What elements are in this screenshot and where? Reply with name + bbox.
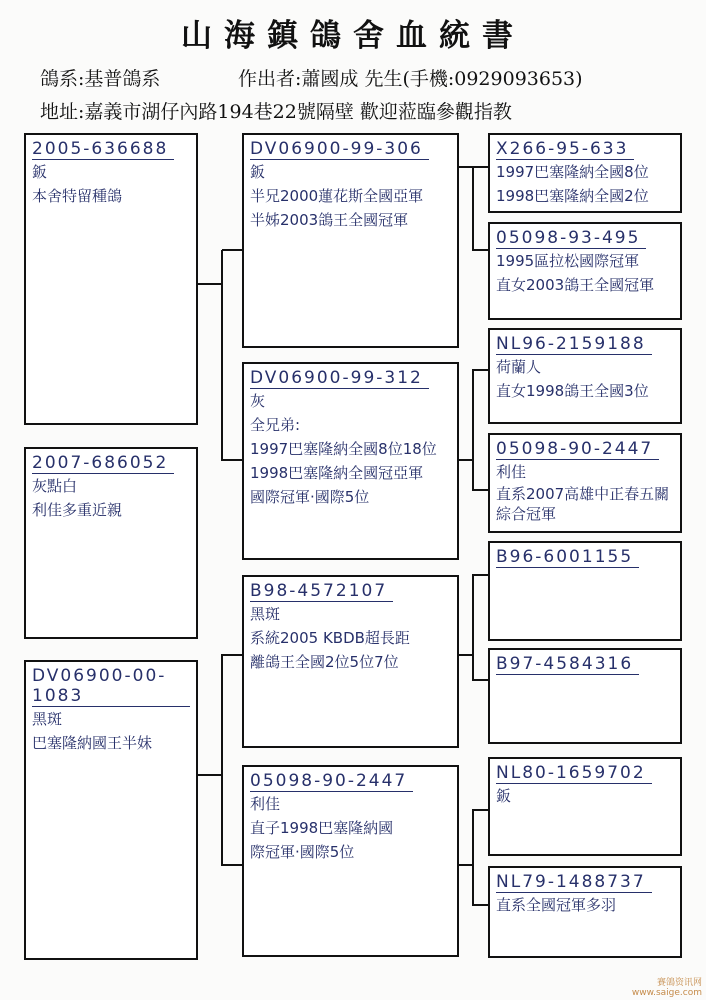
- note-line: 半姊2003鴿王全國冠軍: [250, 211, 409, 229]
- dam-card[interactable]: [242, 362, 459, 560]
- ring-number: NL96-2159188: [496, 334, 652, 355]
- mate-sire-dam-card[interactable]: [488, 648, 682, 744]
- note-line: 本舍特留種鴿: [32, 187, 123, 205]
- note-line: 鈑: [32, 163, 48, 181]
- note-line: 國際冠軍·國際5位: [250, 488, 370, 506]
- ring-number: 2005-636688: [32, 139, 174, 160]
- note-line: 1997巴塞隆納全國8位: [496, 163, 649, 181]
- watermark-line: www.saige.com: [631, 988, 702, 998]
- note-line: 全兄弟:: [250, 416, 301, 434]
- strain-label: 鴿系:基普鴿系: [40, 68, 161, 90]
- page-title: 山海鎮鴿舍血統書: [181, 18, 525, 54]
- note-line: 直女1998鴿王全國3位: [496, 382, 649, 400]
- note-line: 巴塞隆納國王半妹: [32, 734, 153, 752]
- ring-number: DV06900-00-1083: [32, 666, 190, 707]
- mate-sire-sire-card[interactable]: [488, 541, 682, 641]
- sire-sire-card[interactable]: [488, 133, 682, 213]
- mate-dam-sire-card[interactable]: [488, 757, 682, 856]
- ring-number: NL79-1488737: [496, 872, 652, 893]
- note-line: 直女2003鴿王全國冠軍: [496, 276, 655, 294]
- dam-sire-card[interactable]: [488, 328, 682, 424]
- mate-card[interactable]: [24, 447, 198, 639]
- ring-number: DV06900-99-306: [250, 139, 429, 160]
- ring-number: 2007-686052: [32, 453, 174, 474]
- note-line: 1995區拉松國際冠軍: [496, 252, 640, 270]
- ring-number: DV06900-99-312: [250, 368, 429, 389]
- ring-number: B97-4584316: [496, 654, 639, 675]
- note-line: 直子1998巴塞隆納國: [250, 819, 394, 837]
- note-line: 鈑: [250, 163, 266, 181]
- note-line: 荷蘭人: [496, 358, 542, 376]
- note-line: 灰點白: [32, 477, 78, 495]
- ring-number: 05098-93-495: [496, 228, 646, 249]
- note-line: 半兄2000蓮花斯全國亞軍: [250, 187, 424, 205]
- ring-number: NL80-1659702: [496, 763, 652, 784]
- owner-label: 作出者:蕭國成 先生(手機:0929093653): [238, 68, 583, 90]
- note-line: 系統2005 KBDB超長距: [250, 629, 410, 647]
- ring-number: 05098-90-2447: [496, 439, 659, 460]
- ring-number: X266-95-633: [496, 139, 634, 160]
- note-line: 鈑: [496, 787, 512, 805]
- mate-sire-card[interactable]: [242, 575, 459, 748]
- sire-dam-card[interactable]: [488, 222, 682, 320]
- note-line: 利佳: [250, 795, 281, 813]
- ring-number: B98-4572107: [250, 581, 393, 602]
- note-line: 1998巴塞隆納全國2位: [496, 187, 649, 205]
- sire-card[interactable]: [242, 133, 459, 348]
- note-line: 1997巴塞隆納全國8位18位: [250, 440, 437, 458]
- note-line: 際冠軍·國際5位: [250, 843, 355, 861]
- watermark-line: 賽鴿资讯网: [656, 978, 702, 988]
- mate-dam-card[interactable]: [242, 765, 459, 957]
- note-line: 直系2007高雄中正春五關綜合冠軍: [496, 485, 670, 523]
- mate-dam-dam-card[interactable]: [488, 866, 682, 958]
- note-line: 黑斑: [250, 605, 281, 623]
- note-line: 離鴿王全國2位5位7位: [250, 653, 399, 671]
- note-line: 利佳: [496, 463, 527, 481]
- note-line: 灰: [250, 392, 266, 410]
- mate-parent-card[interactable]: [24, 660, 198, 960]
- address-label: 地址:嘉義市湖仔內路194巷22號隔壁 歡迎蒞臨參觀指教: [40, 101, 512, 123]
- note-line: 利佳多重近親: [32, 501, 123, 519]
- note-line: 黑斑: [32, 710, 63, 728]
- note-line: 1998巴塞隆納全國冠亞軍: [250, 464, 424, 482]
- dam-dam-card[interactable]: [488, 433, 682, 533]
- ring-number: 05098-90-2447: [250, 771, 413, 792]
- subject-card[interactable]: [24, 133, 198, 425]
- watermark: [632, 978, 702, 998]
- ring-number: B96-6001155: [496, 547, 639, 568]
- note-line: 直系全國冠軍多羽: [496, 896, 617, 914]
